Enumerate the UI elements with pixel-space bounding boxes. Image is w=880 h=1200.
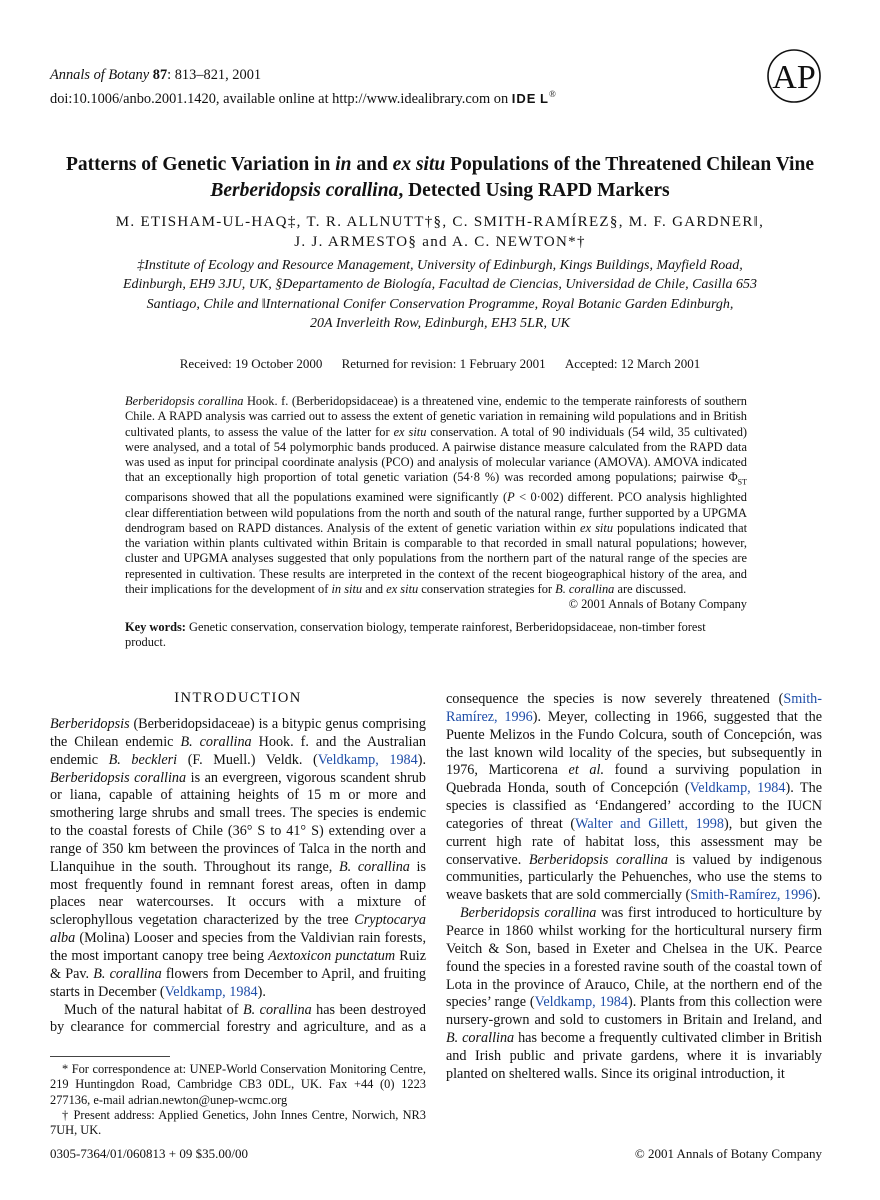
abstract-text: comparisons showed that all the populations examined were significantly ( <box>125 490 508 505</box>
footnotes <box>50 1062 426 1138</box>
body-text: ). <box>417 751 427 768</box>
received-date: Received: 19 October 2000 <box>179 356 323 371</box>
footnote-rule <box>50 1056 170 1057</box>
footnote-present-address: † Present address: Applied Genetics, John Innes Centre, Norwich, NR3 7UH, UK. <box>50 1107 426 1138</box>
title-part: Populations of the Threatened Chilean Vine <box>445 154 814 175</box>
phi-subscript: ST <box>737 477 747 487</box>
keywords-label: Key words: <box>125 620 186 634</box>
affiliations <box>40 256 840 333</box>
body-text: flowers from December to April, and fruiting starts in December ( <box>50 965 426 1000</box>
authors-line-1: M. ETISHAM-UL-HAQ‡, T. R. ALLNUTT†§, C. SMITH-RAMÍREZ§, M. F. GARDNER‖, <box>115 214 765 230</box>
intro-paragraph-1 <box>50 716 426 1002</box>
body-text: has become a frequently cultivated climber in British and Irish public and private gardens, where it is invariably planted on sheltered walls. Since its original introduction, it <box>446 1030 823 1082</box>
title-part: Patterns of Genetic Variation in <box>66 154 336 175</box>
title-italic-exsitu: ex situ <box>392 154 446 175</box>
ideal-logo: IDE L <box>511 90 549 106</box>
abstract-text: < 0·002) different. PCO analysis highlighted clear differentiation between wild populations from the north and south of the natural range, further supported by a UPGMA dendrogram based on RAPD distances. Analysis of the extent of genetic variation within <box>125 490 747 535</box>
body-text: Hook. f. and the Australian endemic <box>50 733 426 768</box>
italic-text: Berberidopsis corallina <box>528 851 668 868</box>
abstract-italic: ex situ <box>580 520 614 535</box>
article-title <box>40 152 840 204</box>
body-text: (Molina) Looser and species from the Valdivian rain forests, the most important canopy tree being <box>50 930 426 964</box>
body-text: ). The species is classified as ‘Endangered’ according to the IUCN categories of threat ( <box>446 780 822 832</box>
abstract-copyright: © 2001 Annals of Botany Company <box>568 597 747 612</box>
body-text: consequence the species is now severely threatened ( <box>446 691 784 707</box>
italic-text: B. beckleri <box>108 751 178 768</box>
body-text: was first introduced to horticulture by Pearce in 1860 whilst working for the horticultural nursery firm Veitch & Son, based in Exeter and Chelsea in the UK. Pearce found the species in a forested ravine south of the coastal town of Lota in the province of Arauco, Chile, at the northern end of the species’ range ( <box>446 905 822 1011</box>
journal-name: Annals of Botany <box>50 67 150 83</box>
intro-paragraph-2-continued <box>446 691 822 905</box>
italic-text: Berberidopsis <box>50 716 130 732</box>
abstract-text: Hook. f. (Berberidopsidaceae) is a threatened vine, endemic to the temperate rainforests of southern Chile. A RAPD analysis was carried out to assess the extent of genetic variation in remaining wild populations and in British cultivated plants, to assess the value of the latter for <box>125 394 747 439</box>
author-list <box>40 212 840 252</box>
abstract-text: populations indicated that the variation within plants cultivated within Britain is comparable to that recorded in small natural populations; however, cluster and UPGMA analyses suggested that only populations from the northern part of the natural range of the species are represented in cultivation. These results are interpreted in the context of the recent biogeographical history of the area, and their implications for the development of <box>125 520 748 597</box>
left-column <box>50 690 426 1037</box>
abstract-text: and <box>362 582 387 597</box>
body-text: (Berberidopsidaceae) is a bitypic genus comprising the Chilean endemic <box>50 716 426 750</box>
italic-text: Berberidopsis corallina <box>50 769 187 786</box>
body-text: ). <box>257 983 266 1000</box>
keywords-text: Genetic conservation, conservation biology, temperate rainforest, Berberidopsidaceae, non-timber forest product. <box>125 620 706 650</box>
body-text: ). <box>812 887 821 904</box>
abstract <box>125 394 747 613</box>
abstract-italic: in situ <box>331 582 363 597</box>
affiliation-line: 20A Inverleith Row, Edinburgh, EH3 5LR, UK <box>310 315 570 331</box>
citation-link[interactable]: Walter and Gillett, 1998 <box>575 815 724 832</box>
body-text: is an evergreen, vigorous scandent shrub or liana, capable of attaining heights of 15 m or more and smothering large shrubs and small trees. The species is endemic to the coastal forests of Chile (36° S to 41° S) extending over a range of 350 km between the provinces of Talca in the north and Llanquihue in the south. Throughout its range, <box>50 769 426 875</box>
abstract-text: conservation strategies for <box>418 582 556 597</box>
footnote-correspondence: * For correspondence at: UNEP-World Conservation Monitoring Centre, 219 Huntingdon Road, Cambridge CB3 0DL, UK. Fax +44 (0) 1223 277136, e-mail adrian.newton@unep-wcmc.org <box>50 1062 426 1107</box>
abstract-italic: ex situ <box>386 582 419 597</box>
affiliation-line: Edinburgh, EH9 3JU, UK, §Departamento de Biología, Facultad de Ciencias, Universidad de Chile, Casilla 653 <box>122 277 758 293</box>
body-text: is most frequently found in remnant forest areas, often in damp places near watercourses. It occurs with a mixture of sclerophyllous vegetation characterized by the tree <box>50 858 427 929</box>
body-text: Ruiz & Pav. <box>50 947 427 982</box>
intro-paragraph-3 <box>446 905 822 1083</box>
title-part: , Detected Using RAPD Markers <box>398 180 670 201</box>
italic-text: B. corallina <box>446 1030 515 1047</box>
abstract-italic: P <box>507 490 515 505</box>
italic-text: B. corallina <box>339 858 410 875</box>
journal-pages: : 813–821, 2001 <box>167 67 262 83</box>
body-text: (F. Muell.) Veldk. ( <box>177 751 318 768</box>
abstract-text: are discussed. <box>614 582 687 597</box>
body-text: ), but given the current high rate of habitat loss, this assessment may be conservative. <box>446 815 822 868</box>
italic-text: et al. <box>568 762 605 779</box>
affiliation-line: ‡Institute of Ecology and Resource Management, University of Edinburgh, Kings Buildings, Mayfield Road, <box>137 258 743 273</box>
intro-paragraph-2 <box>50 1002 426 1038</box>
citation-link[interactable]: Veldkamp, 1984 <box>317 751 418 768</box>
affiliation-line: Santiago, Chile and ‖International Conifer Conservation Programme, Royal Botanic Garden Edinburgh, <box>146 296 734 312</box>
body-text: ). Meyer, collecting in 1966, suggested that the Puente Melizos in the Fundo Colcura, south of Concepción, was the last known wild locality of the species, but subsequently in 1976, Marticorena <box>446 708 822 779</box>
publisher-logo <box>766 48 822 104</box>
revised-date: Returned for revision: 1 February 2001 <box>341 356 546 371</box>
body-text: is valued by indigenous communities, particularly the Pehuenches, who use the stems to weave baskets that are sold commercially ( <box>446 851 822 904</box>
title-part: and <box>351 154 393 175</box>
italic-text: B. corallina <box>180 733 252 750</box>
title-species: Berberidopsis corallina <box>210 180 399 201</box>
italic-text: B. corallina <box>242 1001 312 1018</box>
italic-text: Cryptocarya alba <box>50 912 426 947</box>
accepted-date: Accepted: 12 March 2001 <box>564 356 701 371</box>
doi-text: doi:10.1006/anbo.2001.1420, available online at http://www.idealibrary.com on <box>50 90 509 107</box>
abstract-italic: ex situ <box>393 424 427 439</box>
abstract-text: conservation. A total of 90 individuals (54 wild, 35 cultivated) were analysed, and a total of 54 polymorphic bands produced. A pairwise distance measure calculated from the RAPD data was used as input for principal coordinate analysis (PCO) and analysis of molecular variance (AMOVA). AMOVA indicated that an exceptionally high proportion of total genetic variation (54·8 %) was recorded among populations; pairwise Φ <box>125 424 748 485</box>
abstract-species: Berberidopsis corallina <box>125 394 244 408</box>
citation-link[interactable]: Veldkamp, 1984 <box>689 780 786 797</box>
italic-text: B. corallina <box>93 965 162 982</box>
citation-link[interactable]: Smith-Ramírez, 1996 <box>690 887 813 904</box>
footer-code: 0305-7364/01/060813 + 09 $35.00/00 <box>50 1146 248 1161</box>
citation-link[interactable]: Veldkamp, 1984 <box>534 994 628 1011</box>
title-italic-in: in <box>335 154 352 175</box>
body-text: ). Plants from this collection were nursery-grown and sold to customers in Britain and Ireland, and <box>446 994 822 1029</box>
italic-text: Aextoxicon punctatum <box>268 947 396 964</box>
journal-citation: Annals of Botany 87: 813–821, 2001 doi:10.1006/anbo.2001.1420, available online at http://www.idealibrary.com on IDE L® <box>50 67 556 107</box>
article-dates <box>40 356 840 372</box>
body-text: found a surviving population in Quebrada Honda, south of Concepción ( <box>446 762 822 797</box>
citation-link[interactable]: Veldkamp, 1984 <box>164 983 258 1000</box>
italic-text: Berberidopsis corallina <box>460 905 597 922</box>
body-text: Much of the natural habitat of <box>64 1001 243 1018</box>
publisher-logo-text: AP <box>772 59 816 96</box>
footer-copyright: © 2001 Annals of Botany Company <box>634 1146 822 1161</box>
body-text: has been destroyed by clearance for commercial forestry and agriculture, and as a <box>50 1001 426 1036</box>
authors-line-2: J. J. ARMESTO§ and A. C. NEWTON*† <box>294 234 586 250</box>
citation-link[interactable]: Smith-Ramírez, 1996 <box>446 691 822 725</box>
section-heading-introduction: INTRODUCTION <box>174 690 302 706</box>
keywords <box>125 620 747 651</box>
journal-volume: 87 <box>152 67 168 83</box>
right-column <box>446 691 822 1084</box>
abstract-italic: B. corallina <box>555 582 615 597</box>
